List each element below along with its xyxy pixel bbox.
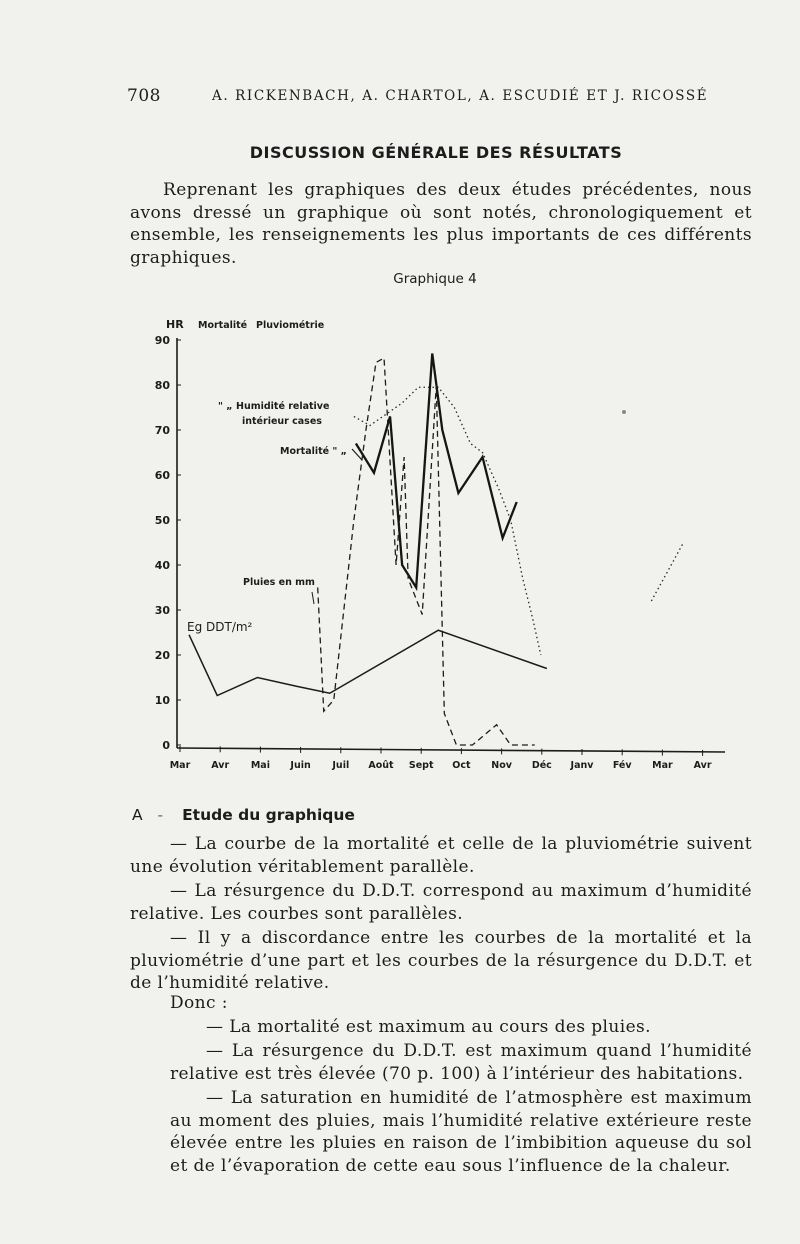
humidity-quote: " „ [218,401,233,412]
x-tick-label: Mai [250,760,270,771]
x-tick-label: Mar [169,760,191,771]
humidity-series-line-extra [651,543,683,602]
x-tick-label: Nov [491,760,512,771]
mortality-label: Mortalité " „ [280,446,347,457]
y-header-rainfall: Pluviométrie [256,320,325,331]
subsection-title: Etude du graphique [182,806,355,824]
conclusion-2: — La résurgence du D.D.T. est maximum quand l’humidité relative est très élevée (70 p. 100) à l’intérieur des habitations. [170,1041,752,1084]
x-tick-label: Juil [332,760,350,771]
x-tick-label: Avr [211,760,230,771]
x-tick-label: Sept [408,760,434,771]
y-tick-label: 40 [154,559,170,572]
paragraph-1: — La courbe de la mortalité et celle de la pluviométrie suivent une évolution véritablement parallèle. [130,834,752,877]
rain-label: Pluies en mm [243,577,315,588]
donc-label: Donc : [170,993,228,1013]
page-header [0,86,800,110]
ddt-label: Eg DDT/m² [187,620,253,634]
paragraph-3: — Il y a discordance entre les courbes de la mortalité et la pluviométrie d’une part et les courbes de la résurgence du D.D.T. et de l’humidité relative. [130,928,752,993]
y-tick-label: 90 [154,334,170,347]
x-tick-label: Mar [652,760,673,771]
rainfall-series-line [318,358,535,745]
y-tick-label: 30 [154,604,170,617]
intro-paragraph: Reprenant les graphiques des deux études précédentes, nous avons dressé un graphique où sont notés, chronologiquement et ensemble, les renseignements les plus importants de ces différents graphiques. [130,180,752,268]
y-tick-label: 10 [154,694,170,707]
speck [622,410,626,414]
y-tick-label: 50 [154,514,170,527]
x-tick-label: Déc [531,760,552,771]
chart-series [189,354,683,746]
humidity-label-line2: intérieur cases [242,416,322,427]
x-tick-label: Août [368,760,394,771]
x-tick-label: Avr [693,760,712,771]
x-tick-label: Fév [612,760,632,771]
subsection-letter: A [132,806,143,824]
rain-label-leader [312,592,314,604]
x-tick-label: Janv [570,760,594,771]
conclusion-3: — La saturation en humidité de l’atmosphère est maximum au moment des pluies, mais l’humidité relative extérieure reste élevée entre les pluies en raison de l’imbibition aqueuse du sol et de l’évaporation de cette eau sous l’influence de la chaleur. [170,1088,752,1176]
y-header-mortality: Mortalité [198,320,248,331]
y-tick-label: 60 [154,469,170,482]
subsection-dash: - [157,806,164,824]
y-header-hr: HR [166,318,184,331]
ddt-series-line [189,630,547,695]
page-number: 708 [127,86,161,106]
running-title: A. RICKENBACH, A. CHARTOL, A. ESCUDIÉ ET J. RICOSSÉ [212,88,709,104]
y-tick-label: 70 [154,424,170,437]
conclusion-1: — La mortalité est maximum au cours des pluies. [206,1017,651,1037]
y-tick-label: 20 [154,649,170,662]
humidity-label-line1: Humidité relative [236,401,330,412]
x-axis-line [177,748,725,752]
x-tick-label: Oct [452,760,471,771]
paragraph-2: — La résurgence du D.D.T. correspond au maximum d’humidité relative. Les courbes sont parallèles. [130,881,752,924]
humidity-series-line [354,387,541,655]
y-tick-label: 0 [162,739,170,752]
figure-caption: Graphique 4 [393,271,477,287]
subsection-heading [132,806,355,824]
y-tick-label: 80 [154,379,170,392]
chart-graphique-4 [0,300,800,780]
x-tick-label: Juin [290,760,311,771]
section-title: DISCUSSION GÉNÉRALE DES RÉSULTATS [249,143,623,162]
